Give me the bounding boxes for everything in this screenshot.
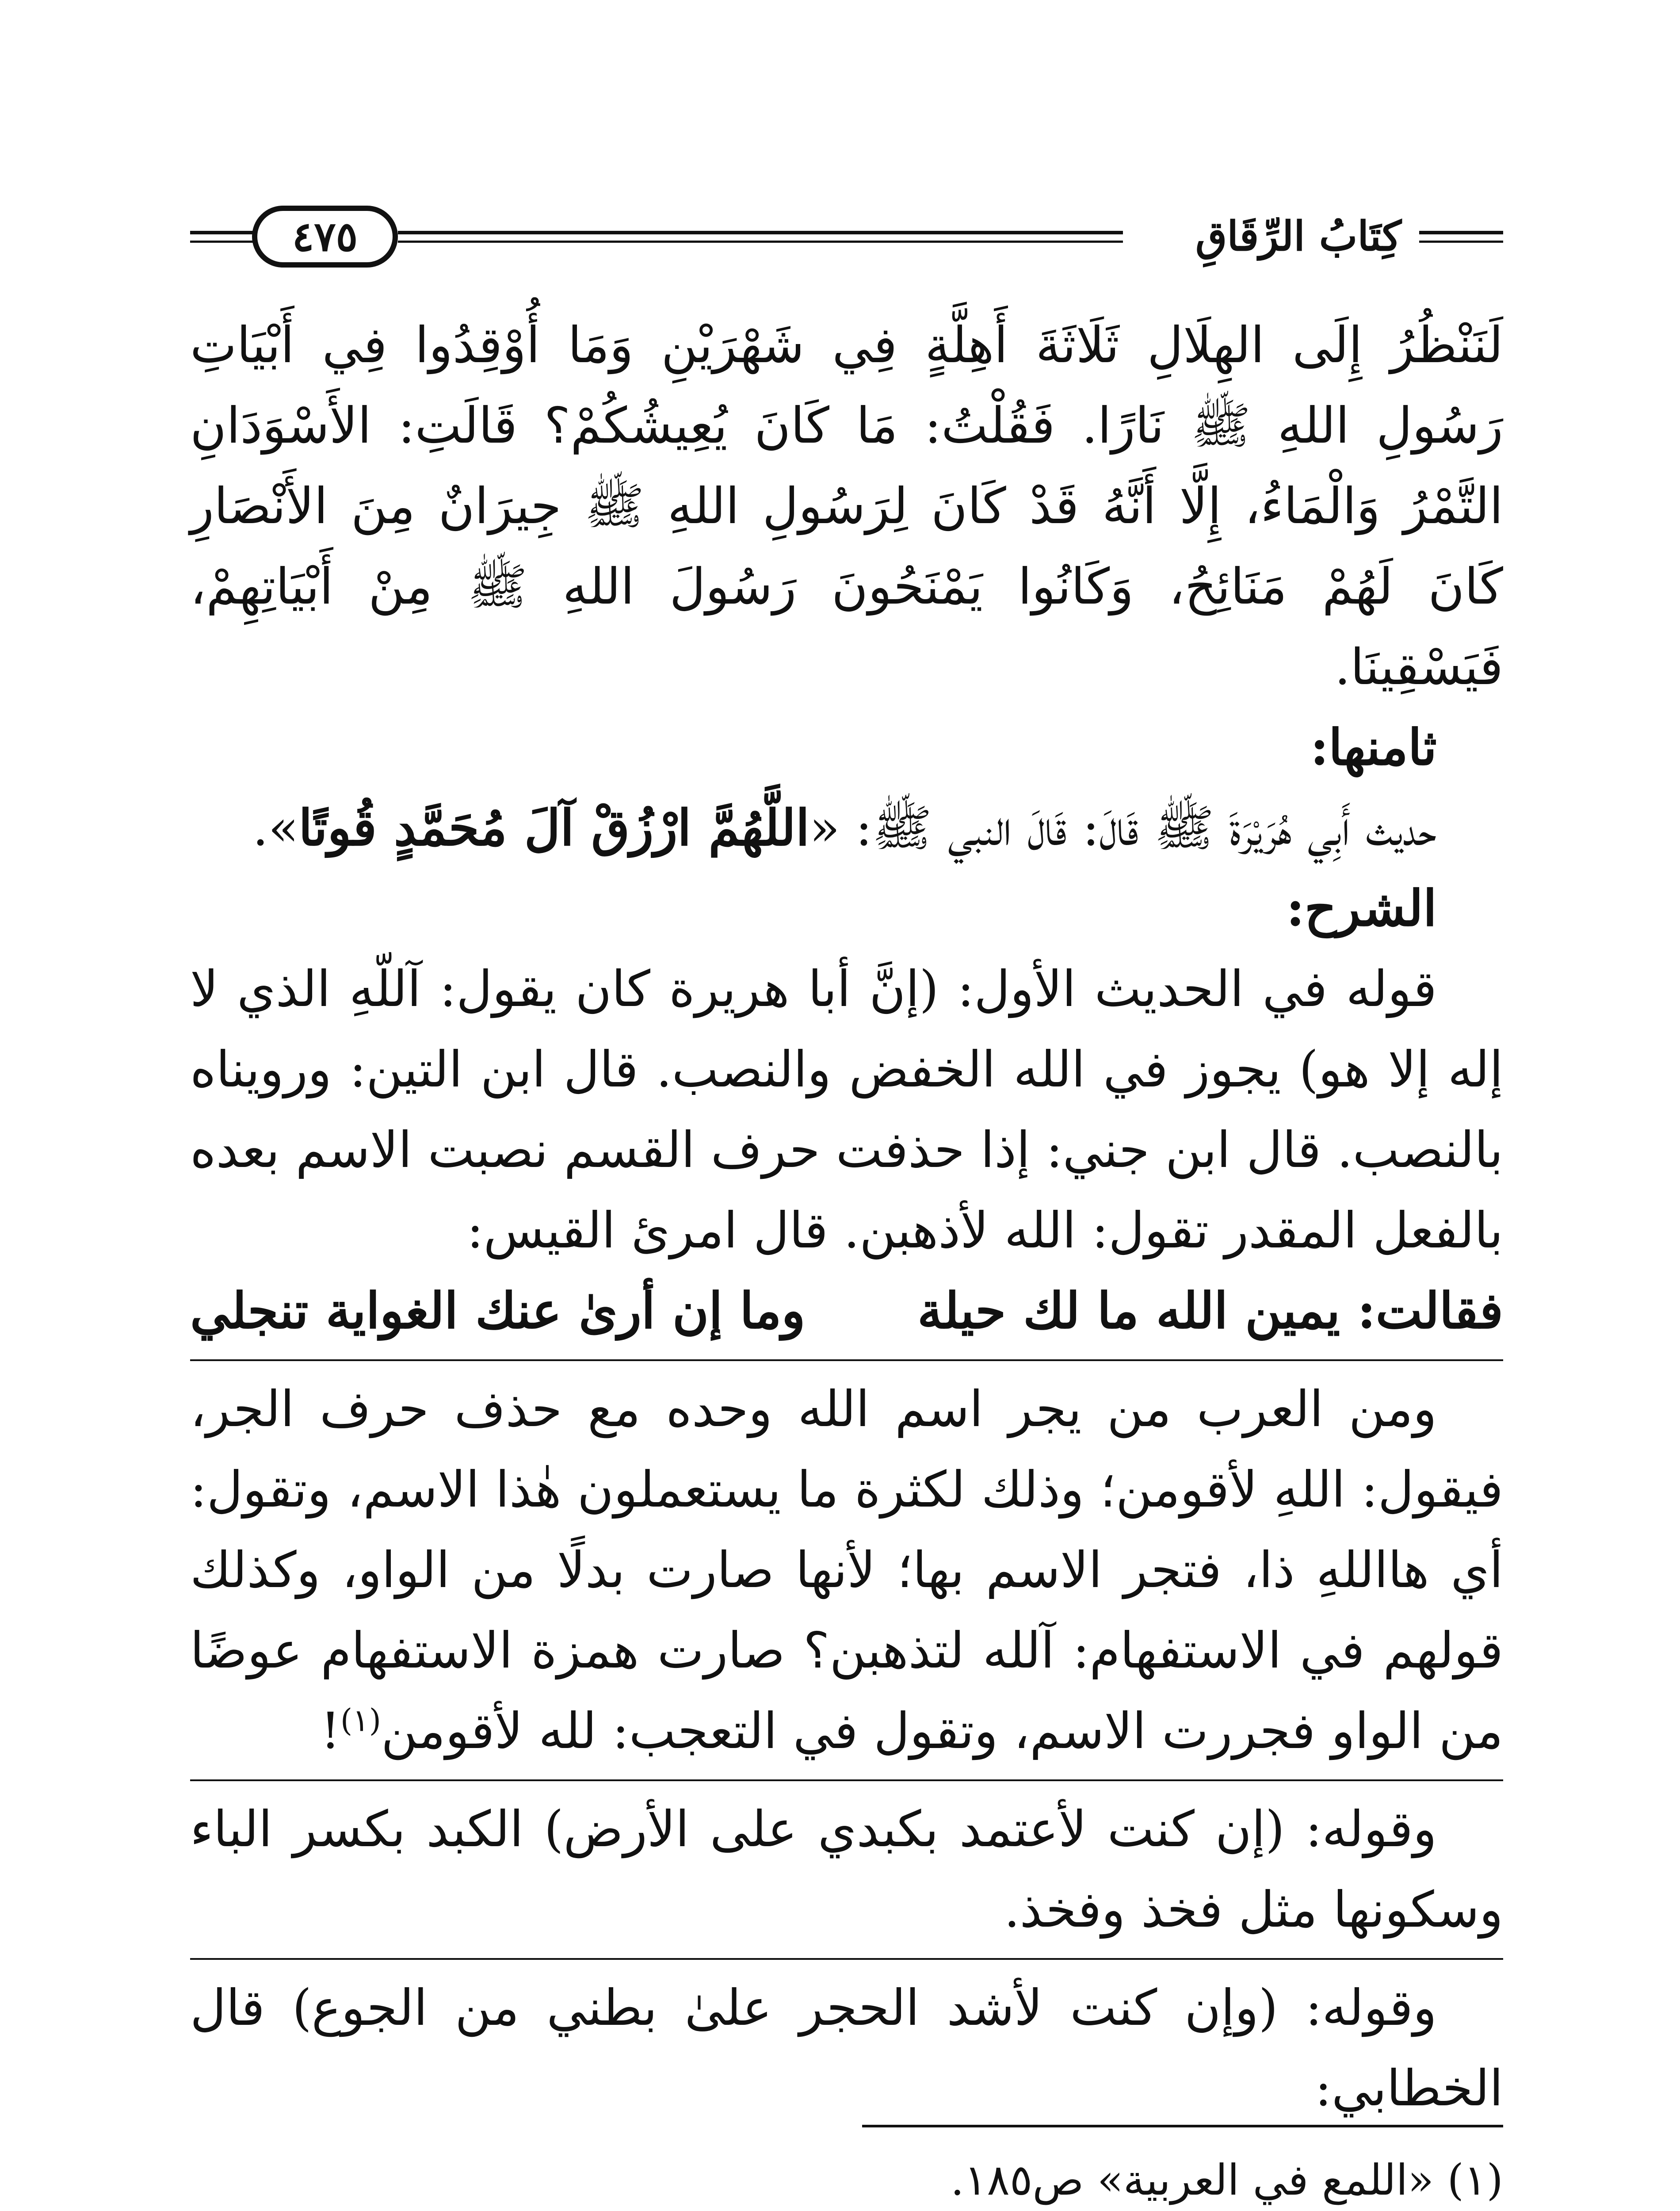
- page-body: [190, 305, 1503, 2129]
- poetry-verse: [190, 1271, 1503, 1351]
- book-title: كِتَابُ الرِّقَاقِ: [1195, 212, 1401, 260]
- footnote-marker: (١): [1447, 2155, 1503, 2205]
- paragraph-hadith-text: لَنَنْظُرُ إِلَى الهِلَالِ ثَلَاثَةَ أَهِلَّةٍ فِي شَهْرَيْنِ وَمَا أُوْقِدُوا فِي أَبْيَاتِ رَسُولِ اللهِ ﷺ نَارًا. فَقُلْتُ: مَا كَانَ يُعِيشُكُمْ؟ قَالَتِ: الأَسْوَدَانِ التَّمْرُ وَالْمَاءُ، إِلَّا أَنَّهُ قَدْ كَانَ لِرَسُولِ اللهِ ﷺ جِيرَانٌ مِنَ الأَنْصَارِ كَانَ لَهُمْ مَنَائِحُ، وَكَانُوا يَمْنَحُونَ رَسُولَ اللهِ ﷺ مِنْ أَبْيَاتِهِمْ، فَيَسْقِينَا.: [190, 317, 1504, 696]
- footnote-separator: [862, 2125, 1503, 2127]
- paragraph-commentary-3: وقوله: (إن كنت لأعتمد بكبدي على الأرض) الكبد بكسر الباء وسكونها مثل فخذ وفخذ.: [190, 1801, 1503, 1939]
- header-rule-middle-bottom: [398, 241, 1123, 243]
- page-header: [190, 195, 1503, 283]
- page-number-badge: [252, 206, 398, 268]
- footnote-reference[interactable]: (١): [340, 1702, 382, 1739]
- verse-first-hemistich: فقالت: يمين الله ما لك حيلة: [917, 1282, 1503, 1340]
- header-rule-right-top: [1419, 231, 1503, 234]
- paragraph-commentary-1: قوله في الحديث الأول: (إنَّ أبا هريرة كان يقول: آللّهِ الذي لا إله إلا هو) يجوز في الله الخفض والنصب. قال ابن التين: ورويناه بالنصب. قال ابن جني: إذا حذفت حرف القسم نصبت الاسم بعده بالفعل المقدر تقول: الله لأذهبن. قال امرئ القيس:: [190, 960, 1503, 1259]
- footnote: [190, 2149, 1503, 2211]
- footnote-text: «اللمع في العربية» ص١٨٥.: [951, 2155, 1434, 2205]
- page: [190, 195, 1503, 2211]
- hadith-quote: اللَّهُمَّ ارْزُقْ آلَ مُحَمَّدٍ قُوتًا: [298, 799, 810, 857]
- paragraph-commentary-2: [190, 1369, 1503, 1771]
- header-rule-middle-top: [398, 231, 1123, 234]
- section-heading-commentary: الشرح:: [1286, 880, 1437, 937]
- section-heading-eighth: ثامنها:: [1310, 719, 1437, 777]
- commentary-2-text: ومن العرب من يجر اسم الله وحده مع حذف حرف الجر، فيقول: اللهِ لأقومن؛ وذلك لكثرة ما يستعملون هٰذا الاسم، وتقول: أي هااللهِ ذا، فتجر الاسم بها؛ لأنها صارت بدلًا من الواو، وكذلك قولهم في الاستفهام: آلله لتذهبن؟ صارت همزة الاستفهام عوضًا من الواو فجررت الاسم، وتقول في التعجب: لله لأقومن: [190, 1381, 1503, 1760]
- header-rule-left-bottom: [190, 241, 256, 243]
- paragraph-divider-2: [190, 1958, 1503, 1960]
- hadith-close: ».: [252, 799, 299, 857]
- header-rule-left-top: [190, 231, 256, 234]
- verse-divider: [190, 1359, 1503, 1361]
- paragraph-hadith-abu-hurayra: [190, 788, 1503, 868]
- commentary-2-end: !: [320, 1702, 340, 1760]
- page-number: ٤٧٥: [292, 213, 358, 260]
- paragraph-commentary-4: وقوله: (وإن كنت لأشد الحجر علىٰ بطني من الجوع) قال الخطابي:: [190, 1979, 1503, 2117]
- verse-second-hemistich: وما إن أرىٰ عنك الغواية تنجلي: [190, 1282, 806, 1340]
- paragraph-divider-1: [190, 1779, 1503, 1781]
- hadith-intro: حديث أَبِي هُرَيْرَةَ ﷺ قَالَ: قَالَ النبي ﷺ: «: [809, 799, 1437, 857]
- header-rule-right-bottom: [1419, 241, 1503, 243]
